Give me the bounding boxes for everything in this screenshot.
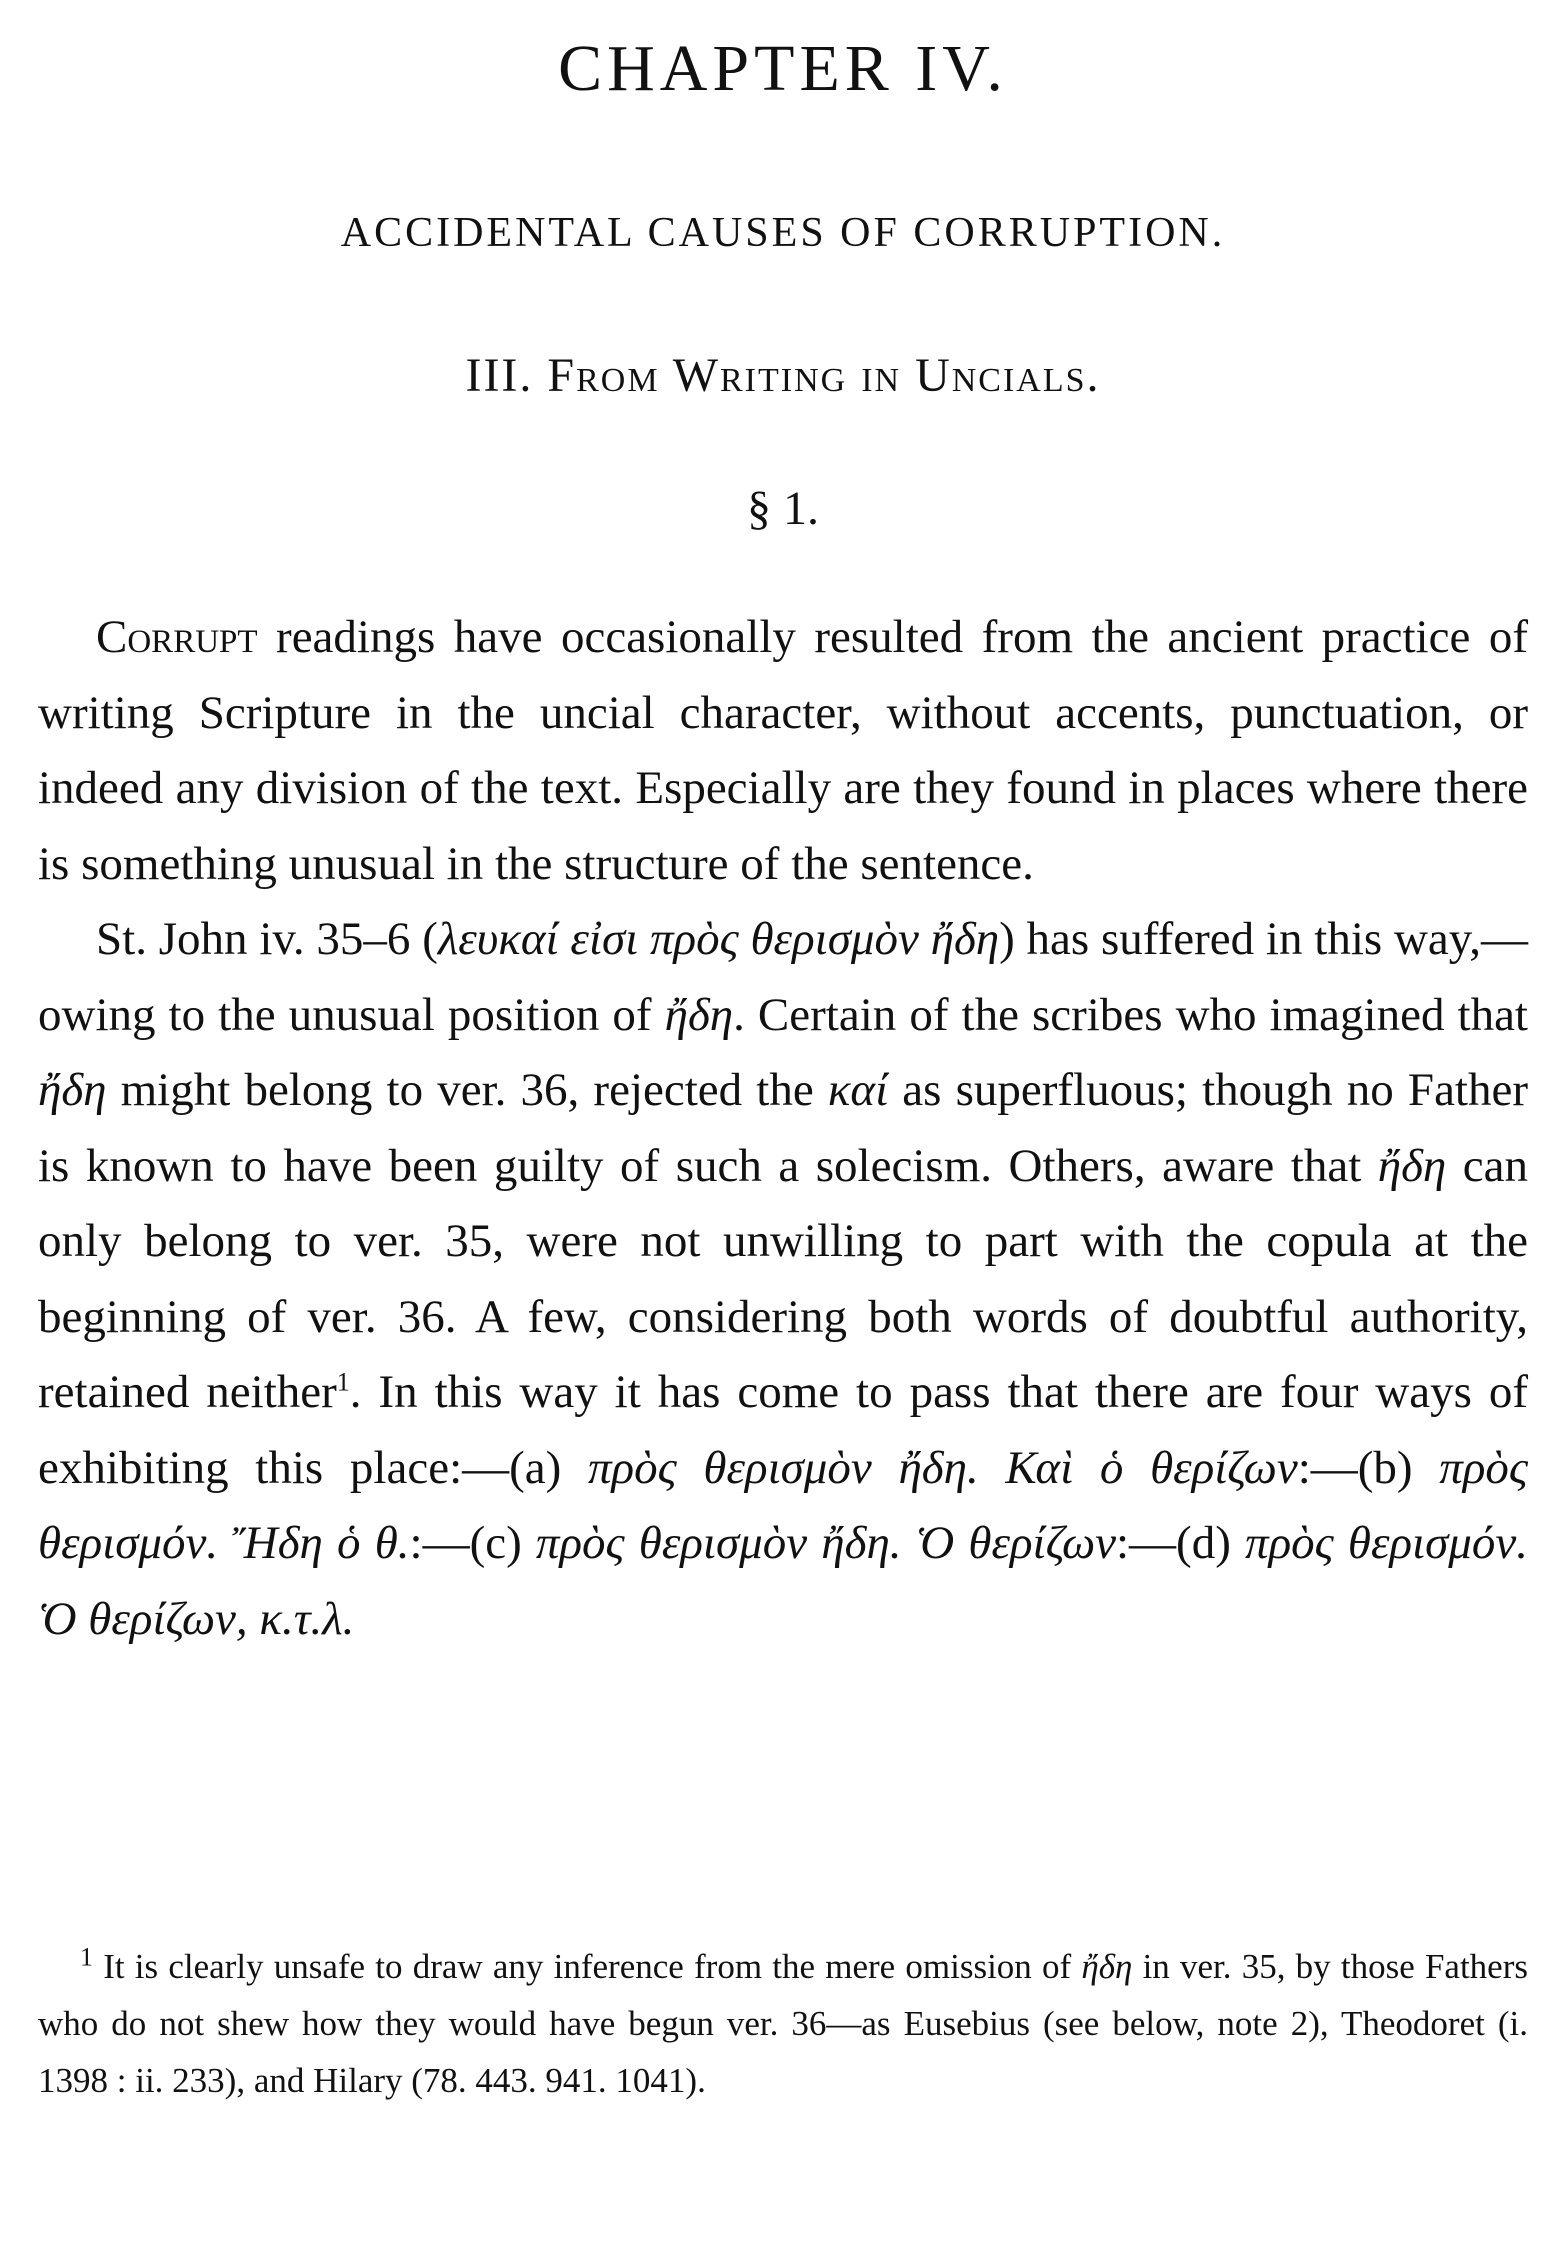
footnote [38,1938,1528,2109]
paragraph-2-part: St. John iv. 35–6 ( [96,913,438,965]
paragraph-2-part: can only belong to ver. 35, were not unwilling to part with the copula at the beginning of ver. 36. A few, considering both words of doubtful authority, retained neither [38,1139,1528,1418]
paragraph-2-part: :—(b) [1297,1441,1440,1494]
greek-word: καί [827,1064,889,1116]
greek-word: ἤδη [1377,1139,1447,1192]
chapter-subtitle: ACCIDENTAL CAUSES OF CORRUPTION. [340,210,1226,256]
paragraph-2-part: . Certain of the scribes who imagined that [733,988,1528,1041]
section-number: § 1. [747,482,819,535]
body-text [38,600,1528,1657]
greek-word: ἤδη [664,988,734,1041]
footnote-part: in ver. 35, by those Fathers who do not shew how they would have begun ver. 36—as Eusebius (see below, note 2), Theodoret (i. 1398 : ii. 233), and Hilary (78. 443. 941. 1041). [38,1947,1528,2100]
paragraph-2-part: . In this way it has come to pass that there are four ways of exhibiting this place:—(a) [38,1366,1528,1494]
greek-reading-a: πρὸς θερισμὸν ἤδη. Καὶ ὁ θερίζων [588,1441,1298,1494]
greek-reading-b: πρὸς θερισμόν. Ἤδη ὁ θ. [38,1441,1528,1569]
paragraph-2-part: ) has suffered in this way,—owing to the unusual position of [38,913,1528,1041]
paragraph-2-part: :—(c) [409,1517,536,1569]
paragraph-1-text: readings have occasionally resulted from the ancient practice of writing Scripture in the uncial character, without accents, punctuation, or indeed any division of the text. Especially are they found in places where there is something unusual in the structure of the sentence. [38,611,1528,890]
book-page [38,0,1528,2255]
paragraph-1-lead: Corrupt [96,611,258,663]
footnote-text [38,1938,1528,2109]
greek-word: ἤδη [38,1064,107,1116]
paragraph-2-part: as superfluous; though no Father is known to have been guilty of such a solecism. Others, aware that [38,1064,1529,1192]
greek-phrase: λευκαί εἰσι πρὸς θερισμὸν ἤδη [437,913,1000,965]
paragraph-2-part: :—(d) [1116,1517,1246,1569]
chapter-title: CHAPTER IV. [558,32,1008,105]
footnote-reference[interactable]: 1 [336,1367,350,1397]
greek-reading-d: πρὸς θερισμόν. Ὁ θερίζων, κ.τ.λ. [38,1517,1528,1645]
greek-reading-c: πρὸς θερισμὸν ἤδη. Ὁ θερίζων [535,1517,1116,1569]
section-numeral: III. [465,349,534,402]
greek-word: ἤδη [1081,1947,1133,1986]
section-heading [38,345,1528,407]
paragraph-2 [38,902,1528,1657]
footnote-part: It is clearly unsafe to draw any inference from the mere omission of [93,1947,1082,1986]
section-heading-text: From Writing in Uncials. [547,349,1101,402]
footnote-marker: 1 [80,1942,93,1972]
paragraph-1 [38,600,1528,902]
paragraph-2-part: might belong to ver. 36, rejected the [106,1064,828,1116]
